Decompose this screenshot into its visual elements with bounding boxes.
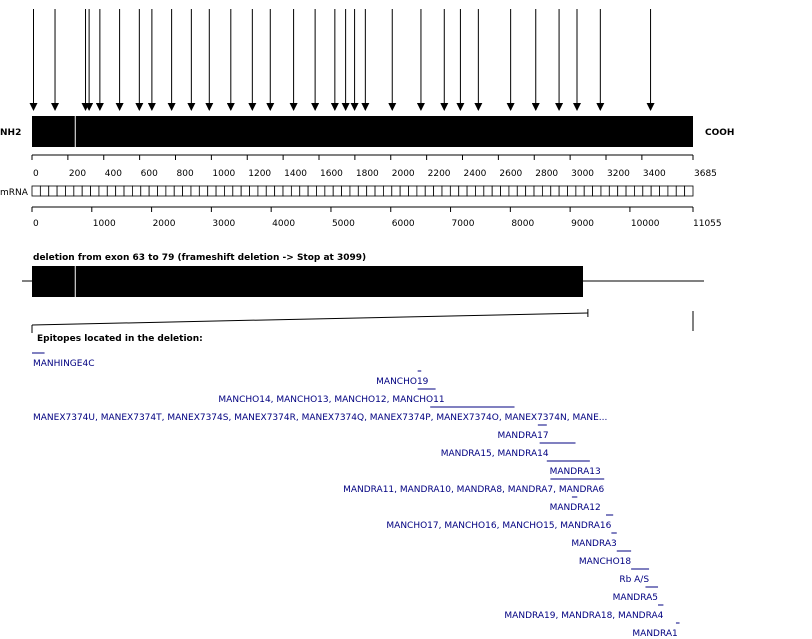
exon — [32, 186, 40, 196]
exon — [375, 186, 383, 196]
exon — [258, 186, 266, 196]
epitope-label: MANDRA11, MANDRA10, MANDRA8, MANDRA7, MANDRA6 — [343, 485, 605, 495]
exon — [534, 186, 542, 196]
exon — [475, 186, 483, 196]
exon — [141, 186, 149, 196]
aa-tick-label: 2400 — [463, 169, 487, 179]
aa-tick-label: 400 — [104, 169, 122, 179]
aa-tick-label: 1000 — [212, 169, 236, 179]
exon — [208, 186, 216, 196]
epitope-list — [32, 353, 680, 639]
aa-tick-label: 0 — [33, 169, 39, 179]
exon — [183, 186, 191, 196]
exon — [634, 186, 642, 196]
aa-tick-label: 1400 — [284, 169, 308, 179]
nt-tick-label: 10000 — [630, 219, 660, 229]
exon — [99, 186, 107, 196]
epitope-label: MANDRA1 — [632, 629, 678, 639]
nt-axis-end-label: 11055 — [693, 219, 722, 229]
exon — [275, 186, 283, 196]
aa-tick-label: 1600 — [320, 169, 343, 179]
exon — [593, 186, 601, 196]
aa-axis-end-label: 3685 — [694, 169, 717, 179]
epitope-label: MANDRA12 — [549, 503, 601, 513]
zoom-projection — [32, 309, 588, 333]
nt-tick-label: 5000 — [331, 219, 355, 229]
aa-tick-label: 2000 — [391, 169, 415, 179]
exon — [224, 186, 232, 196]
exon — [233, 186, 241, 196]
exon — [526, 186, 534, 196]
exon — [291, 186, 299, 196]
exon — [250, 186, 258, 196]
nt-tick-label: 9000 — [571, 219, 595, 229]
exon — [392, 186, 400, 196]
exon — [459, 186, 467, 196]
exon — [576, 186, 584, 196]
nt-tick-label: 2000 — [152, 219, 176, 229]
exon — [49, 186, 57, 196]
exon — [383, 186, 391, 196]
exon — [82, 186, 90, 196]
epitope-label: MANEX7374U, MANEX7374T, MANEX7374S, MANEX7374R, MANEX7374Q, MANEX7374P, MANEX7374O, MANEX7374N, MANE... — [33, 413, 608, 423]
epitope-label: MANDRA17 — [497, 431, 549, 441]
exon — [199, 186, 207, 196]
exon — [350, 186, 358, 196]
exon — [509, 186, 517, 196]
aa-tick-label: 1200 — [248, 169, 272, 179]
exon — [626, 186, 634, 196]
epitope-label: Rb A/S — [619, 575, 650, 585]
exon — [316, 186, 324, 196]
aa-tick-label: 2800 — [535, 169, 559, 179]
exon — [149, 186, 157, 196]
exon — [132, 186, 140, 196]
epitope-label: MANCHO17, MANCHO16, MANCHO15, MANDRA16 — [386, 521, 612, 531]
exon — [333, 186, 341, 196]
aa-tick-label: 3200 — [607, 169, 630, 179]
nt-tick-label: 8000 — [511, 219, 535, 229]
exon — [300, 186, 308, 196]
nt-tick-label: 6000 — [391, 219, 415, 229]
nucleotide-axis — [32, 207, 693, 229]
nt-tick-label: 1000 — [92, 219, 116, 229]
exon — [434, 186, 442, 196]
epitope-label: MANDRA13 — [549, 467, 601, 477]
aa-tick-label: 1800 — [355, 169, 379, 179]
exon — [542, 186, 550, 196]
exon — [551, 186, 559, 196]
exon — [660, 186, 668, 196]
zoom-top-edge — [32, 313, 588, 325]
exon — [107, 186, 115, 196]
n-terminus-label: NH2 — [0, 128, 22, 138]
exon — [501, 186, 509, 196]
exon — [191, 186, 199, 196]
nt-tick-label: 0 — [33, 219, 39, 229]
exon — [409, 186, 417, 196]
exon — [65, 186, 73, 196]
aa-tick-label: 2600 — [499, 169, 523, 179]
exon — [241, 186, 249, 196]
exon — [425, 186, 433, 196]
exon — [342, 186, 350, 196]
exon — [685, 186, 693, 196]
c-terminus-label: COOH — [705, 128, 735, 138]
aa-tick-label: 800 — [176, 169, 194, 179]
exon — [517, 186, 525, 196]
exon — [668, 186, 676, 196]
exon — [676, 186, 684, 196]
exon — [400, 186, 408, 196]
exon — [584, 186, 592, 196]
exon — [216, 186, 224, 196]
epitope-label: MANHINGE4C — [33, 359, 95, 369]
aa-tick-label: 2200 — [427, 169, 451, 179]
exon — [358, 186, 366, 196]
epitopes-title: Epitopes located in the deletion: — [37, 334, 203, 344]
epitope-label: MANDRA3 — [571, 539, 617, 549]
aa-tick-label: 3000 — [571, 169, 595, 179]
nt-tick-label: 4000 — [272, 219, 296, 229]
exon — [417, 186, 425, 196]
exon — [166, 186, 174, 196]
exon — [601, 186, 609, 196]
nt-tick-label: 7000 — [451, 219, 475, 229]
exon — [40, 186, 48, 196]
epitope-label: MANCHO19 — [376, 377, 429, 387]
exon — [325, 186, 333, 196]
exon — [559, 186, 567, 196]
exon — [367, 186, 375, 196]
mrna-exon-track — [32, 186, 693, 196]
exon — [609, 186, 617, 196]
deletion-title: deletion from exon 63 to 79 (frameshift deletion -> Stop at 3099) — [33, 253, 367, 263]
epitope-label: MANDRA15, MANDRA14 — [440, 449, 549, 459]
aa-tick-label: 200 — [68, 169, 87, 179]
exon — [57, 186, 65, 196]
amino-acid-axis — [32, 155, 693, 179]
exon — [74, 186, 82, 196]
exon — [450, 186, 458, 196]
exon — [567, 186, 575, 196]
exon — [158, 186, 166, 196]
exon — [484, 186, 492, 196]
epitope-label: MANDRA19, MANDRA18, MANDRA4 — [504, 611, 664, 621]
exon — [442, 186, 450, 196]
protein-bar — [32, 116, 693, 147]
exon — [492, 186, 500, 196]
epitope-label: MANDRA5 — [612, 593, 659, 603]
mutation-arrows — [34, 9, 651, 110]
nt-tick-label: 3000 — [212, 219, 236, 229]
aa-tick-label: 600 — [140, 169, 158, 179]
epitope-label: MANCHO18 — [578, 557, 632, 567]
exon — [124, 186, 132, 196]
exon — [308, 186, 316, 196]
exon — [91, 186, 99, 196]
exon — [116, 186, 124, 196]
epitope-label: MANCHO14, MANCHO13, MANCHO12, MANCHO11 — [218, 395, 445, 405]
exon — [643, 186, 651, 196]
exon — [618, 186, 626, 196]
mrna-label: mRNA — [0, 188, 28, 198]
aa-tick-label: 3400 — [642, 169, 666, 179]
exon — [467, 186, 475, 196]
exon — [283, 186, 291, 196]
exon — [651, 186, 659, 196]
truncated-protein-bar — [32, 266, 583, 297]
exon — [266, 186, 274, 196]
exon — [174, 186, 182, 196]
